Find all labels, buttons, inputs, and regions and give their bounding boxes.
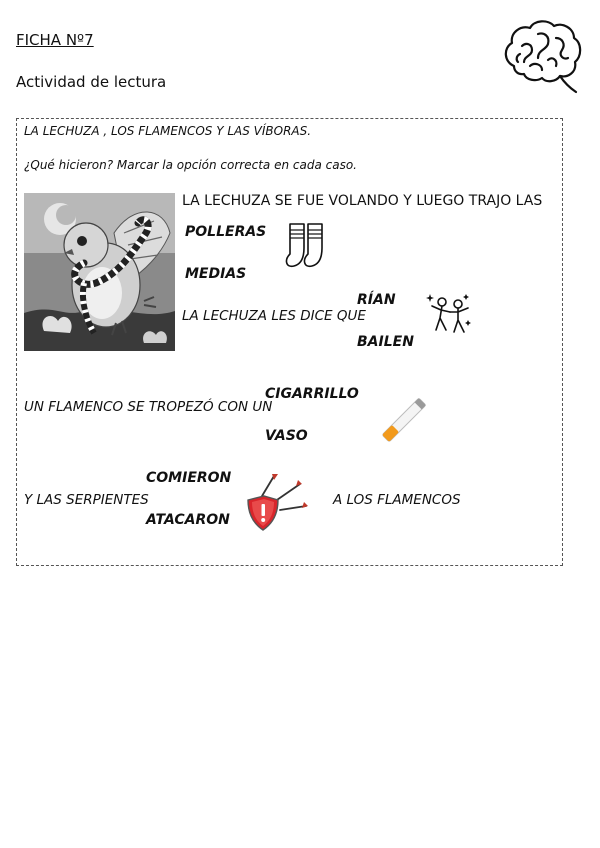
q1-prompt: LA LECHUZA SE FUE VOLANDO Y LUEGO TRAJO LAS xyxy=(182,193,543,209)
socks-icon xyxy=(284,222,332,270)
q2-option-rian[interactable]: RÍAN xyxy=(357,292,396,308)
q4-option-atacaron[interactable]: ATACARON xyxy=(146,512,230,528)
dancing-icon xyxy=(426,290,474,338)
story-title: LA LECHUZA , LOS FLAMENCOS Y LAS VÍBORAS. xyxy=(24,124,312,138)
cigarette-icon xyxy=(376,392,432,448)
q4-suffix: A LOS FLAMENCOS xyxy=(333,492,461,508)
q1-option-polleras[interactable]: POLLERAS xyxy=(185,224,267,240)
q2-option-bailen[interactable]: BAILEN xyxy=(357,334,414,350)
q4-prompt: Y LAS SERPIENTES xyxy=(24,492,149,508)
q3-option-vaso[interactable]: VASO xyxy=(265,428,308,444)
q3-option-cigarrillo[interactable]: CIGARRILLO xyxy=(265,386,359,402)
q4-option-comieron[interactable]: COMIERON xyxy=(146,470,232,486)
instruction-text: ¿Qué hicieron? Marcar la opción correcta en cada caso. xyxy=(24,158,357,172)
q2-prompt: LA LECHUZA LES DICE QUE xyxy=(182,308,366,324)
brain-icon xyxy=(500,16,584,96)
shield-arrows-icon xyxy=(244,470,310,532)
page-title: FICHA Nº7 xyxy=(16,31,94,49)
q1-option-medias[interactable]: MEDIAS xyxy=(185,266,247,282)
q3-prompt: UN FLAMENCO SE TROPEZÓ CON UN xyxy=(24,399,273,415)
owl-with-snake-illustration xyxy=(24,193,175,351)
page-subtitle: Actividad de lectura xyxy=(16,73,167,91)
